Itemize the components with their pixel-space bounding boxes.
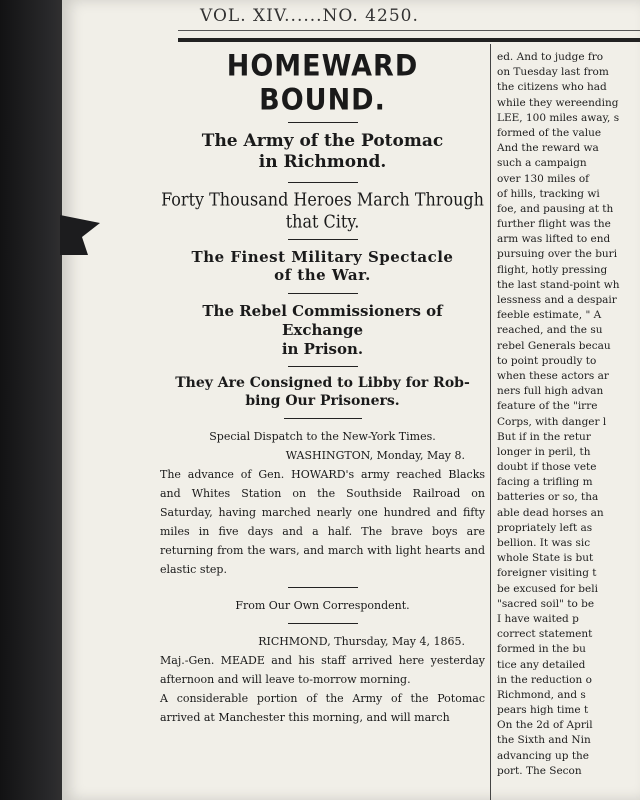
column-line: reached, and the su <box>497 324 603 337</box>
column-line: whole State is but <box>497 552 594 565</box>
separator <box>288 122 358 123</box>
column-line: On the 2d of April <box>497 719 593 732</box>
column-line: Richmond, and s <box>497 688 586 701</box>
column-line: the last stand-point wh <box>497 278 620 291</box>
deck-forty-thousand: Forty Thousand Heroes March Through that City. <box>161 188 484 232</box>
column-line: facing a trifling m <box>497 476 593 489</box>
column-rule <box>490 44 491 800</box>
separator <box>284 418 362 419</box>
column-line: over 130 miles of <box>497 172 590 185</box>
column-line: correct statement <box>497 628 593 641</box>
column-line: propriately left as <box>497 521 593 534</box>
column-line: to point proudly to <box>497 354 597 367</box>
column-line: rebel Generals becau <box>497 339 611 352</box>
column-line: foreigner visiting t <box>497 567 597 580</box>
deck-finest-spectacle: The Finest Military Spectacle of the War. <box>191 247 454 285</box>
column-line: lessness and a despair <box>497 294 617 306</box>
dateline-washington: WASHINGTON, Monday, May 8. <box>285 449 465 463</box>
column-line: such a campaign <box>497 157 587 170</box>
paragraph-meade: Maj.-Gen. MEADE and his staff arrived here yesterday afternoon and will leave to-morrow morning. <box>160 654 485 687</box>
column-line: while they wereending <box>497 96 619 109</box>
column-line: arm was lifted to end <box>497 233 611 246</box>
separator <box>288 293 358 294</box>
column-line: pursuing over the buri <box>497 248 618 261</box>
column-line: tice any detailed <box>497 658 586 671</box>
dateline-richmond: RICHMOND, Thursday, May 4, 1865. <box>258 635 465 649</box>
column-line: formed in the bu <box>497 643 586 656</box>
column-line: foe, and pausing at th <box>497 202 614 215</box>
column-line: the citizens who had <box>497 81 607 94</box>
column-line: formed of the value <box>497 126 602 139</box>
separator <box>288 623 358 624</box>
paragraph-army-manchester: A considerable portion of the Army of the Potomac arrived at Manchester this morning, and will march <box>160 692 485 725</box>
masthead-rule-thin <box>178 30 640 31</box>
column-line: on Tuesday last from <box>497 66 609 79</box>
deck-army-potomac: The Army of the Potomac in Richmond. <box>201 131 444 173</box>
paragraph-howard-army: The advance of Gen. HOWARD's army reached Blacks and Whites Station on the Southside Railroad on Saturday, having marched nearly one hundred and fifty miles in five days and a half. The brave boys are returning from the wars, and march with light hearts and elastic step. <box>160 468 485 577</box>
separator <box>288 182 358 183</box>
separator <box>288 239 358 240</box>
column-line: in the reduction o <box>497 673 592 686</box>
column-line: Corps, with danger l <box>497 415 607 428</box>
own-correspondent-line: From Our Own Correspondent. <box>235 599 410 613</box>
column-line: LEE, 100 miles away, s <box>497 111 620 124</box>
column-line: batteries or so, tha <box>497 491 599 504</box>
article-column <box>160 48 485 727</box>
column-line: flight, hotly pressing <box>497 263 608 276</box>
column-line: pears high time t <box>497 704 589 717</box>
column-line: ed. And to judge fro <box>497 51 604 63</box>
column-line: further flight was the <box>497 218 611 231</box>
column-line: port. The Secon <box>497 764 582 777</box>
deck-rebel-commissioners: The Rebel Commissioners of Exchange in Prison. <box>202 302 443 358</box>
separator <box>288 587 358 588</box>
column-line: be excused for beli <box>497 582 598 595</box>
column-line: advancing up the <box>497 749 590 762</box>
column-line: I have waited p <box>497 612 579 625</box>
column-line: But if in the retur <box>497 430 591 443</box>
column-line: feature of the "irre <box>497 400 598 413</box>
column-line: able dead horses an <box>497 506 604 519</box>
special-dispatch-line: Special Dispatch to the New-York Times. <box>209 430 436 444</box>
headline: HOMEWARD BOUND. <box>226 48 419 118</box>
column-line: feeble estimate, " A <box>497 309 602 322</box>
column-line: "sacred soil" to be <box>497 597 595 610</box>
column-line: And the reward wa <box>497 142 599 155</box>
masthead-volume: VOL. XIV......NO. 4250. <box>200 6 419 26</box>
adjacent-column-text <box>497 50 640 779</box>
column-line: when these actors ar <box>497 369 609 382</box>
column-line: ners full high advan <box>497 385 604 398</box>
separator <box>288 366 358 367</box>
column-line: of hills, tracking wi <box>497 187 600 200</box>
masthead-rule <box>178 38 640 42</box>
column-line: bellion. It was sic <box>497 537 591 549</box>
column-line: doubt if those vete <box>497 461 597 474</box>
column-line: longer in peril, th <box>497 445 591 458</box>
deck-libby-prison: They Are Consigned to Libby for Rob- bing Our Prisoners. <box>175 375 470 409</box>
column-line: the Sixth and Nin <box>497 734 591 747</box>
